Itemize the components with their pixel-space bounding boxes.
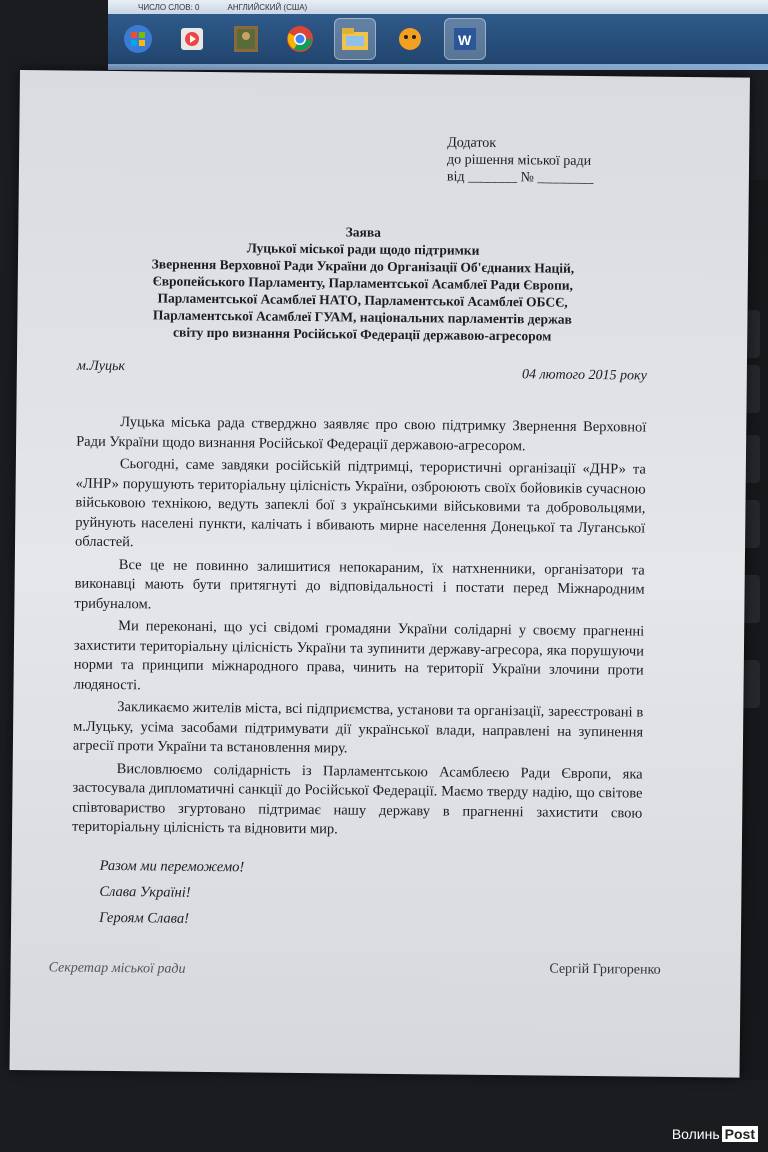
heading-line: Парламентської Асамблеї НАТО, Парламентської Асамблеї ОБСЄ, [157, 290, 568, 310]
word-count: ЧИСЛО СЛОВ: 0 [138, 2, 200, 12]
photo-app-icon[interactable] [390, 19, 430, 59]
word-statusbar [108, 0, 768, 14]
heading-line: Заява [345, 224, 382, 240]
closing-line: Героям Слава! [99, 909, 190, 927]
watermark-brand: Волинь [671, 1126, 720, 1142]
windows-start-icon[interactable] [118, 19, 158, 59]
windows-taskbar [108, 14, 768, 64]
annex-line: Додаток [447, 135, 497, 151]
document-place: м.Луцьк [76, 358, 126, 375]
language-indicator[interactable]: АНГЛИЙСКИЙ (США) [227, 2, 308, 12]
paper-document [10, 70, 750, 1078]
heading-line: Звернення Верховної Ради України до Організації Об'єднаних Націй, [151, 256, 575, 276]
closing-slogans [99, 853, 244, 933]
annex-line: від _______ № ________ [446, 169, 594, 187]
paragraph: Все це не повинно залишитися непокараним, їх натхненники, організатори та виконавці мають бути притягнуті до відповідальності і постати перед Міжнародним трибуналом. [74, 556, 645, 612]
paragraph: Сьогодні, саме завдяки російській підтримці, терористичні організації «ДНР» та «ЛНР» порушують територіальну цілісність України, озброюють своїх бойовиків сучасною військовою технікою, ведуть запеклі бої з українськими військовими та добровольцями, руйнують населені пункти, калічать і вбивають мирне населення Донецької та Луганської областей. [74, 456, 646, 551]
document-content [48, 101, 661, 978]
heading-line: Луцької міської ради щодо підтримки [246, 240, 480, 258]
closing-line: Разом ми переможемо! [99, 857, 245, 876]
paragraph: Ми переконані, що усі свідомі громадяни України солідарні у своєму прагненні захистити територіальну цілісність України та зупинити державу-агресора, яка порушуючи норми та принципи міжнародного права, чинить на території України злочини проти людяності. [73, 618, 645, 693]
svg-text:W: W [458, 32, 472, 48]
picture-icon[interactable] [226, 19, 266, 59]
monitor-screen [108, 0, 768, 70]
paragraph: Луцька міська рада стверджно заявляє про свою підтримку Звернення Верховної Ради України щодо визнання Російської Федерації державою-агресором. [76, 414, 647, 454]
heading-line: Європейського Парламенту, Парламентської Асамблеї Ради Європи, [152, 273, 574, 293]
annex-line: до рішення міської ради [447, 152, 592, 169]
document-date: 04 лютого 2015 року [521, 367, 647, 384]
heading-line: світу про визнання Російської Федерації державою-агресором [173, 324, 552, 344]
signature-name: Сергій Григоренко [549, 961, 661, 978]
document-body [72, 413, 646, 846]
paragraph: Закликаємо жителів міста, всі підприємства, установи та організації, зареєстровані в м.Луцьку, усіма засобами підтримувати дії української влади, направлені на зупинення агресії проти України та встановлення миру. [72, 699, 644, 757]
document-heading [57, 220, 668, 345]
heading-line: Парламентської Асамблеї ГУАМ, національних парламентів держав [152, 307, 572, 327]
annex-note [447, 134, 594, 187]
word-icon[interactable] [444, 18, 486, 60]
paragraph: Висловлюємо солідарність із Парламентською Асамблеєю Ради Європи, яка застосувала дипломатичні санкції до Російської Федерації. Маємо тверду надію, що світове співтовариство згуртовано підтримає нашу державу в прагненні захистити свою територіальну цілісність та відновити мир. [71, 760, 643, 838]
watermark-post: Post [722, 1126, 758, 1142]
signature-title: Секретар міської ради [48, 960, 186, 977]
closing-line: Слава Україні! [99, 883, 191, 901]
file-explorer-icon[interactable] [334, 18, 376, 60]
media-player-icon[interactable] [172, 19, 212, 59]
volyn-post-watermark [672, 1126, 758, 1142]
chrome-icon[interactable] [280, 19, 320, 59]
